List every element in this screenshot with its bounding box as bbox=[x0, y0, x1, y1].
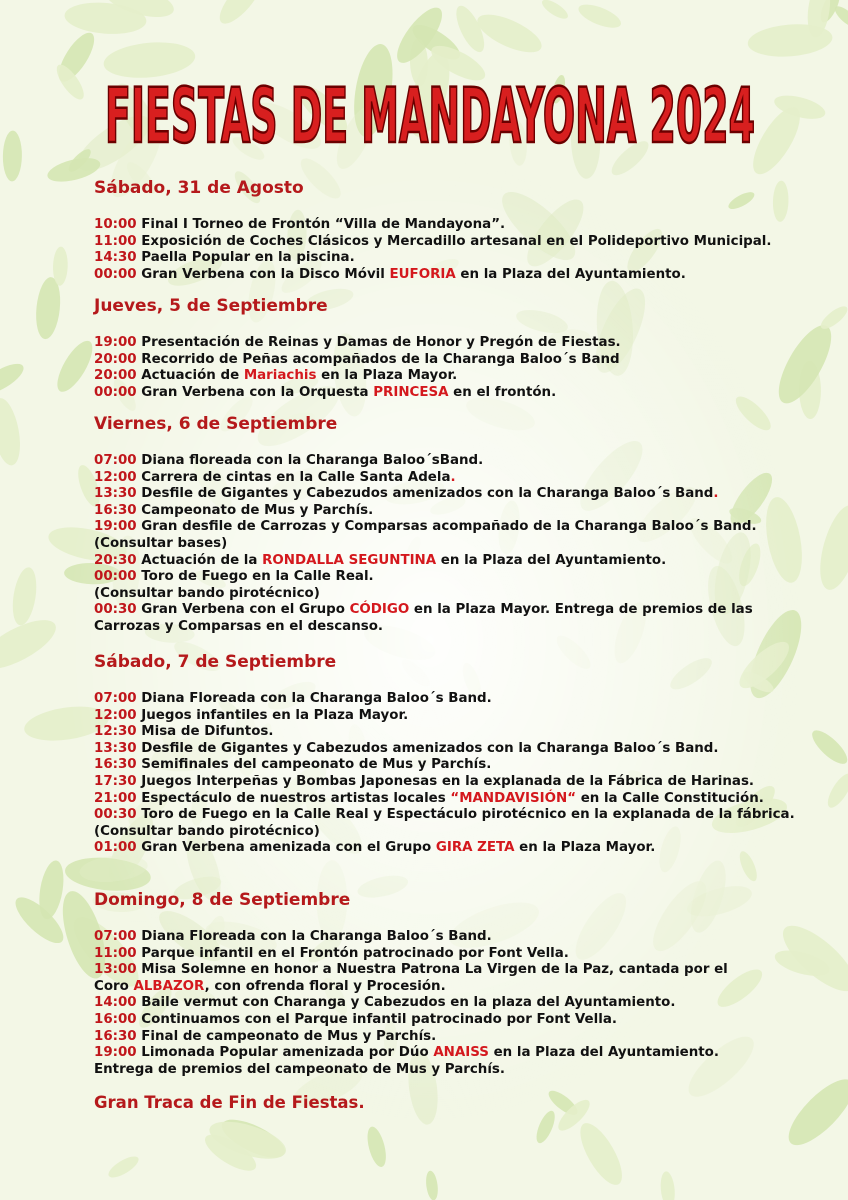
event-text: Desfile de Gigantes y Cabezudos amenizados con la Charanga Baloo´s Band bbox=[136, 486, 714, 502]
event-time: 00:00 bbox=[94, 266, 137, 282]
event-line bbox=[94, 486, 824, 503]
event-line bbox=[94, 553, 824, 570]
event-text: Juegos Interpeñas y Bombas Japonesas en la explanada de la Fábrica de Harinas. bbox=[136, 773, 754, 789]
event-time: 16:00 bbox=[94, 1011, 137, 1027]
event-highlight: GIRA ZETA bbox=[435, 840, 515, 856]
event-line bbox=[94, 757, 824, 774]
event-text: Recorrido de Peñas acompañados de la Charanga Baloo´s Band bbox=[136, 351, 620, 367]
event-time: 20:00 bbox=[94, 351, 137, 367]
event-line bbox=[94, 1045, 824, 1062]
event-highlight: ALBAZOR bbox=[133, 978, 205, 994]
event-time: 12:30 bbox=[94, 724, 137, 740]
event-time: 00:30 bbox=[94, 807, 137, 823]
event-line bbox=[94, 741, 824, 758]
event-line bbox=[94, 1029, 824, 1046]
event-line bbox=[94, 352, 824, 369]
event-time: 16:30 bbox=[94, 502, 137, 518]
event-time: 16:30 bbox=[94, 757, 137, 773]
finale-text: Gran Traca de Fin de Fiestas. bbox=[94, 1093, 365, 1112]
event-highlight: “MANDAVISIÓN“ bbox=[450, 790, 577, 806]
event-time: 07:00 bbox=[94, 691, 137, 706]
event-time: 10:00 bbox=[94, 217, 137, 232]
event-text: (Consultar bando pirotécnico) bbox=[94, 585, 320, 601]
event-text: en la Plaza del Ayuntamiento. bbox=[488, 1045, 719, 1061]
event-line bbox=[94, 1012, 824, 1029]
day-section bbox=[94, 178, 824, 283]
event-time: 19:00 bbox=[94, 335, 137, 350]
event-line bbox=[94, 946, 824, 963]
event-line bbox=[94, 602, 824, 619]
event-text: en la Plaza del Ayuntamiento. bbox=[455, 266, 686, 282]
event-time: 07:00 bbox=[94, 929, 137, 944]
event-text: Diana Floreada con la Charanga Baloo´s Band. bbox=[136, 929, 492, 944]
event-text: Actuación de la bbox=[136, 552, 263, 568]
event-line bbox=[94, 791, 824, 808]
event-time: 17:30 bbox=[94, 773, 137, 789]
event-text: en la Plaza del Ayuntamiento. bbox=[436, 552, 667, 568]
event-line bbox=[94, 503, 824, 520]
event-line bbox=[94, 368, 824, 385]
event-line bbox=[94, 569, 824, 586]
event-time: 14:30 bbox=[94, 250, 137, 266]
event-text: Campeonato de Mus y Parchís. bbox=[136, 502, 374, 518]
day-section bbox=[94, 890, 824, 1078]
event-line bbox=[94, 929, 824, 946]
event-text: Presentación de Reinas y Damas de Honor y Pregón de Fiestas. bbox=[136, 335, 621, 350]
event-text: Gran Verbena con el Grupo bbox=[136, 602, 350, 618]
event-line bbox=[94, 470, 824, 487]
event-line bbox=[94, 724, 824, 741]
event-line bbox=[94, 979, 824, 996]
event-highlight: EUFORIA bbox=[389, 266, 456, 282]
event-highlight: . bbox=[450, 469, 456, 485]
event-line bbox=[94, 840, 824, 857]
event-highlight: PRINCESA bbox=[373, 384, 449, 400]
event-text: Parque infantil en el Frontón patrocinado por Font Vella. bbox=[136, 945, 569, 961]
event-text: Entrega de premios del campeonato de Mus y Parchís. bbox=[94, 1061, 505, 1077]
event-line bbox=[94, 335, 824, 352]
event-line bbox=[94, 691, 824, 708]
event-time: 12:00 bbox=[94, 469, 137, 485]
event-text: Diana Floreada con la Charanga Baloo´s Band. bbox=[136, 691, 492, 706]
event-text: Actuación de bbox=[136, 368, 244, 384]
event-text: Exposición de Coches Clásicos y Mercadillo artesanal en el Polideportivo Municipal. bbox=[136, 233, 772, 249]
event-text: Limonada Popular amenizada por Dúo bbox=[136, 1045, 434, 1061]
event-text: en la Calle Constitución. bbox=[576, 790, 764, 806]
event-time: 00:00 bbox=[94, 384, 137, 400]
day-section bbox=[94, 296, 824, 401]
event-text: en la Plaza Mayor. Entrega de premios de las bbox=[409, 602, 753, 618]
event-text: Toro de Fuego en la Calle Real. bbox=[136, 569, 374, 585]
event-text: Final I Torneo de Frontón “Villa de Mandayona”. bbox=[136, 217, 506, 232]
event-line bbox=[94, 1062, 824, 1079]
event-line bbox=[94, 385, 824, 402]
day-heading: Domingo, 8 de Septiembre bbox=[94, 890, 351, 910]
event-text: Diana floreada con la Charanga Baloo´sBand. bbox=[136, 453, 484, 468]
event-time: 12:00 bbox=[94, 707, 137, 723]
event-time: 11:00 bbox=[94, 233, 137, 249]
event-line bbox=[94, 824, 824, 841]
event-line bbox=[94, 267, 824, 284]
event-time: 16:30 bbox=[94, 1028, 137, 1044]
event-text: Misa de Difuntos. bbox=[136, 724, 274, 740]
event-text: Coro bbox=[94, 978, 134, 994]
day-heading: Sábado, 7 de Septiembre bbox=[94, 652, 337, 672]
event-text: Final de campeonato de Mus y Parchís. bbox=[136, 1028, 437, 1044]
event-text: Espectáculo de nuestros artistas locales bbox=[136, 790, 451, 806]
event-time: 01:00 bbox=[94, 840, 137, 856]
event-time: 21:00 bbox=[94, 790, 137, 806]
event-time: 13:30 bbox=[94, 486, 137, 502]
event-time: 07:00 bbox=[94, 453, 137, 468]
event-time: 13:00 bbox=[94, 962, 137, 978]
event-time: 19:00 bbox=[94, 519, 137, 535]
event-time: 00:00 bbox=[94, 569, 137, 585]
event-text: en el frontón. bbox=[448, 384, 557, 400]
event-text: Paella Popular en la piscina. bbox=[136, 250, 355, 266]
event-text: Misa Solemne en honor a Nuestra Patrona La Virgen de la Paz, cantada por el bbox=[136, 962, 728, 978]
event-text: , con ofrenda floral y Procesión. bbox=[204, 978, 446, 994]
event-time: 19:00 bbox=[94, 1045, 137, 1061]
poster-title-text: FIESTAS DE MANDAYONA 2024 bbox=[105, 71, 755, 160]
day-heading: Jueves, 5 de Septiembre bbox=[94, 296, 328, 316]
event-time: 11:00 bbox=[94, 945, 137, 961]
event-line bbox=[94, 962, 824, 979]
event-time: 00:30 bbox=[94, 602, 137, 618]
day-heading: Viernes, 6 de Septiembre bbox=[94, 414, 338, 434]
event-highlight: . bbox=[713, 486, 719, 502]
event-text: Carrera de cintas en la Calle Santa Adela bbox=[136, 469, 451, 485]
event-text: Toro de Fuego en la Calle Real y Espectáculo pirotécnico en la explanada de la fábrica. bbox=[136, 807, 795, 823]
event-line bbox=[94, 708, 824, 725]
event-text: Semifinales del campeonato de Mus y Parchís. bbox=[136, 757, 492, 773]
event-highlight: RONDALLA SEGUNTINA bbox=[262, 552, 437, 568]
event-text: Gran Verbena con la Orquesta bbox=[136, 384, 374, 400]
event-text: Carrozas y Comparsas en el descanso. bbox=[94, 618, 383, 634]
event-line bbox=[94, 234, 824, 251]
poster-title bbox=[100, 38, 760, 168]
event-line bbox=[94, 519, 824, 536]
event-time: 20:30 bbox=[94, 552, 137, 568]
event-line bbox=[94, 586, 824, 603]
event-line bbox=[94, 995, 824, 1012]
event-line bbox=[94, 807, 824, 824]
event-text: Gran Verbena con la Disco Móvil bbox=[136, 266, 390, 282]
event-line bbox=[94, 774, 824, 791]
event-text: Gran Verbena amenizada con el Grupo bbox=[136, 840, 436, 856]
event-text: Juegos infantiles en la Plaza Mayor. bbox=[136, 707, 409, 723]
event-line bbox=[94, 217, 824, 234]
event-text: (Consultar bando pirotécnico) bbox=[94, 823, 320, 839]
event-text: Baile vermut con Charanga y Cabezudos en la plaza del Ayuntamiento. bbox=[136, 995, 676, 1011]
event-line bbox=[94, 250, 824, 267]
event-text: en la Plaza Mayor. bbox=[514, 840, 656, 856]
event-line bbox=[94, 453, 824, 470]
event-line bbox=[94, 619, 824, 636]
event-text: en la Plaza Mayor. bbox=[316, 368, 458, 384]
day-heading: Sábado, 31 de Agosto bbox=[94, 178, 304, 198]
event-text: Gran desfile de Carrozas y Comparsas acompañado de la Charanga Baloo´s Band. bbox=[136, 519, 757, 535]
event-line bbox=[94, 536, 824, 553]
event-time: 13:30 bbox=[94, 740, 137, 756]
event-text: Continuamos con el Parque infantil patrocinado por Font Vella. bbox=[136, 1011, 617, 1027]
event-text: Desfile de Gigantes y Cabezudos amenizados con la Charanga Baloo´s Band. bbox=[136, 740, 719, 756]
event-highlight: CÓDIGO bbox=[349, 602, 410, 618]
day-section bbox=[94, 414, 824, 636]
event-time: 14:00 bbox=[94, 995, 137, 1011]
event-highlight: ANAISS bbox=[433, 1045, 489, 1061]
event-text: (Consultar bases) bbox=[94, 535, 228, 551]
event-highlight: Mariachis bbox=[243, 368, 317, 384]
event-time: 20:00 bbox=[94, 368, 137, 384]
day-section bbox=[94, 652, 824, 857]
